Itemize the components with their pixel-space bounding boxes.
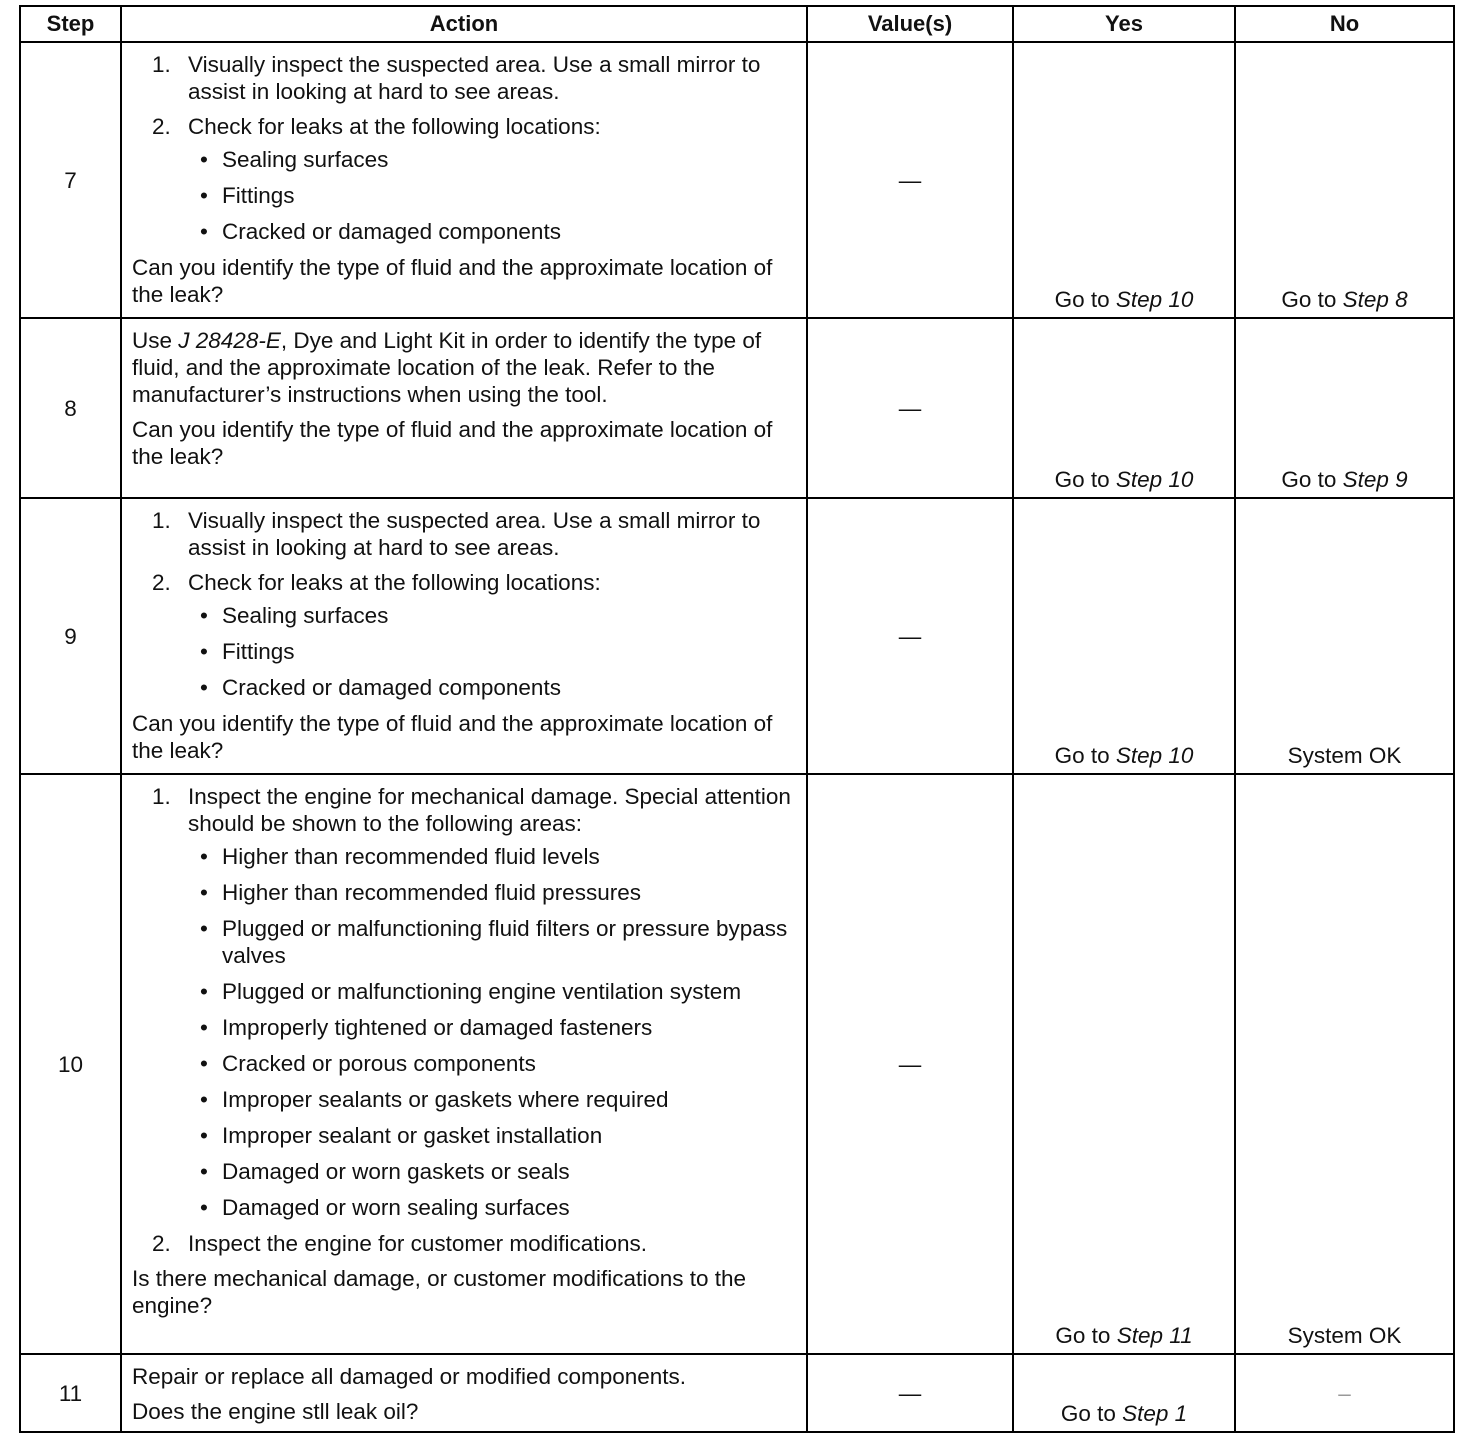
list-item: 1. Visually inspect the suspected area. Use a small mirror to assist in looking at hard to see areas. xyxy=(152,52,761,104)
bullet-item: • Sealing surfaces xyxy=(188,146,796,173)
list-item: 1. Inspect the engine for mechanical damage. Special attention should be shown to the following areas: • Higher than recommended fluid levels • Higher than recommended fluid pressures • Plugged or malfunctioning fluid filters or pressure bypass valves • Plugged or malfunctioning engine ventilation system • Improperly tightened or damaged fasteners • Cracked or porous components • Improper sealants or gaskets where required • Improper sealant or gasket installation • Damaged or worn gaskets or seals • Damaged or worn sealing surfaces xyxy=(132,783,796,1221)
header-values: Value(s) xyxy=(807,6,1013,42)
bullet-item: • Sealing surfaces xyxy=(188,602,796,629)
step-number: 7 xyxy=(20,42,121,318)
yes-cell: Go to Step 10 xyxy=(1013,318,1235,498)
bullet-item: • Cracked or damaged components xyxy=(188,674,796,701)
table-row-step-7 xyxy=(20,42,1454,318)
bullet-item: • Higher than recommended fluid levels xyxy=(188,843,796,870)
header-row xyxy=(20,6,1454,42)
step-reference: Step 10 xyxy=(1115,743,1194,768)
numbered-list xyxy=(132,51,796,245)
step-reference: Step 1 xyxy=(1122,1401,1188,1426)
header-yes: Yes xyxy=(1013,6,1235,42)
bullet-item: • Fittings xyxy=(188,182,796,209)
no-cell: Go to Step 8 xyxy=(1235,42,1454,318)
header-action: Action xyxy=(121,6,807,42)
header-step: Step xyxy=(20,6,121,42)
question: Can you identify the type of fluid and the approximate location of the leak? xyxy=(132,255,773,307)
step-number: 8 xyxy=(20,318,121,498)
list-item: 2. Check for leaks at the following locations: • Sealing surfaces • Fittings • Cracked or damaged components xyxy=(132,113,796,245)
bullet-item: • Plugged or malfunctioning engine ventilation system xyxy=(188,978,796,1005)
question: Is there mechanical damage, or customer modifications to the engine? xyxy=(132,1266,747,1318)
value-cell: — xyxy=(807,774,1013,1354)
step-number: 9 xyxy=(20,498,121,774)
action-cell xyxy=(121,774,807,1354)
no-cell: System OK xyxy=(1235,498,1454,774)
bullet-list xyxy=(188,602,796,701)
bullet-item: • Damaged or worn sealing surfaces xyxy=(188,1194,796,1221)
bullet-item: • Improperly tightened or damaged fasteners xyxy=(188,1014,796,1041)
table-row-step-9 xyxy=(20,498,1454,774)
bullet-item: • Improper sealants or gaskets where required xyxy=(188,1086,796,1113)
yes-cell: Go to Step 11 xyxy=(1013,774,1235,1354)
step-reference: Step 10 xyxy=(1115,287,1194,312)
question: Can you identify the type of fluid and the approximate location of the leak? xyxy=(132,417,773,469)
no-cell: Go to Step 9 xyxy=(1235,318,1454,498)
step-number: 11 xyxy=(20,1354,121,1432)
question: Does the engine stll leak oil? xyxy=(132,1399,419,1424)
list-item: 2. Inspect the engine for customer modifications. xyxy=(152,1231,647,1256)
step-reference: Step 9 xyxy=(1342,467,1408,492)
bullet-list xyxy=(188,146,796,245)
value-cell: — xyxy=(807,498,1013,774)
action-cell xyxy=(121,498,807,774)
bullet-item: • Cracked or damaged components xyxy=(188,218,796,245)
list-item: 2. Check for leaks at the following locations: • Sealing surfaces • Fittings • Cracked or damaged components xyxy=(132,569,796,701)
yes-cell: Go to Step 10 xyxy=(1013,498,1235,774)
value-cell: — xyxy=(807,1354,1013,1432)
no-cell: System OK xyxy=(1235,774,1454,1354)
table-row-step-10 xyxy=(20,774,1454,1354)
action-cell xyxy=(121,1354,807,1432)
numbered-list xyxy=(132,507,796,701)
numbered-list xyxy=(132,783,796,1257)
bullet-item: • Improper sealant or gasket installation xyxy=(188,1122,796,1149)
bullet-item: • Higher than recommended fluid pressures xyxy=(188,879,796,906)
instruction-text: Use J 28428-E, Dye and Light Kit in order to identify the type of fluid, and the approximate location of the leak. Refer to the manufacturer’s instructions when using the tool. xyxy=(132,328,762,407)
step-number: 10 xyxy=(20,774,121,1354)
table-row-step-11 xyxy=(20,1354,1454,1432)
bullet-item: • Damaged or worn gaskets or seals xyxy=(188,1158,796,1185)
bullet-list xyxy=(188,843,796,1221)
yes-cell: Go to Step 10 xyxy=(1013,42,1235,318)
header-no: No xyxy=(1235,6,1454,42)
step-reference: Step 8 xyxy=(1342,287,1408,312)
value-cell: — xyxy=(807,42,1013,318)
step-reference: Step 10 xyxy=(1115,467,1194,492)
bullet-item: • Plugged or malfunctioning fluid filters or pressure bypass valves xyxy=(188,915,796,969)
tool-reference: J 28428-E xyxy=(178,328,281,353)
bullet-item: • Fittings xyxy=(188,638,796,665)
diagnostic-table xyxy=(19,5,1455,1433)
step-reference: Step 11 xyxy=(1116,1323,1193,1348)
list-item: 1. Visually inspect the suspected area. Use a small mirror to assist in looking at hard to see areas. xyxy=(152,508,761,560)
no-cell: – xyxy=(1235,1354,1454,1432)
action-cell xyxy=(121,318,807,498)
action-cell xyxy=(121,42,807,318)
table-row-step-8 xyxy=(20,318,1454,498)
instruction-text: Repair or replace all damaged or modified components. xyxy=(132,1364,687,1389)
bullet-item: • Cracked or porous components xyxy=(188,1050,796,1077)
value-cell: — xyxy=(807,318,1013,498)
yes-cell: Go to Step 1 xyxy=(1013,1354,1235,1432)
question: Can you identify the type of fluid and the approximate location of the leak? xyxy=(132,711,773,763)
